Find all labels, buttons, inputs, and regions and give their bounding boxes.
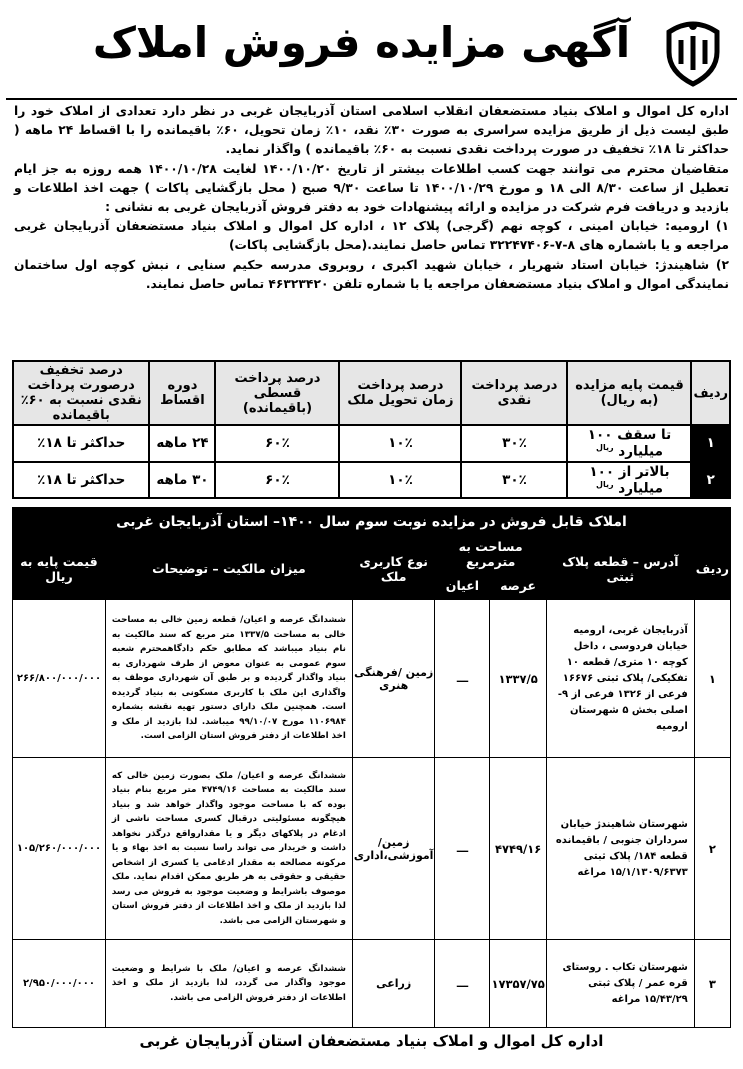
period-cell: ۳۰ ماهه <box>149 462 215 499</box>
table-row <box>13 600 731 758</box>
table-header-row <box>13 361 730 425</box>
properties-table <box>12 537 731 1028</box>
col-ownership-header: میزان مالکیت – توضیحات <box>105 538 352 600</box>
building-area-cell: ـــ <box>435 940 490 1028</box>
col-index-header: ردیف <box>694 538 730 600</box>
installment-percent-cell: ۶۰٪ <box>215 425 339 462</box>
footer-signature: اداره کل اموال و املاک بنیاد مستضعفان استان آذربایجان غربی <box>139 1032 604 1050</box>
delivery-percent-cell: ۱۰٪ <box>339 462 461 499</box>
address-cell: شهرستان شاهیندژ خیابان سرداران جنوبی / باقیمانده قطعه ۱۸۴/ پلاک ثبتی ۱۵/۱/۱۳۰۹/۶۳۷۳ مراغه <box>546 758 694 940</box>
ownership-desc-cell: ششدانگ عرصه و اعیان/ قطعه زمین خالی به مساحت خالی به مساحت ۱۳۳۷/۵ متر مربع که سند مالکیت به نام بنیاد میباشد که مطابق حکم دادگاهمحترم شعبه سوم عمومی به عنوان معوض از طرف شهرداری به بنیاد واگذار گردیده و بر طبق آن شهرداری موظف به واگذاری این ملک با کاربری مسکونی به بنیاد گردیده است. همچنین ملک دارای دستور تهیه نقشه بشماره ۱۱۰۶۹۸۴ مورخ ۹۹/۱۰/۰۷ میباشد. لذا بازدید از ملک و اخذ اطلاعات از دفتر فروش استان الزامی است. <box>105 600 352 758</box>
intro-paragraph: متقاضیان محترم می توانند جهت کسب اطلاعات بیشتر از تاریخ ۱۴۰۰/۱۰/۲۰ لغایت ۱۴۰۰/۱۰/۲۸ همه روزه به جز ایام تعطیل از ساعت ۸/۳۰ الی ۱۸ و مورخ ۱۴۰۰/۱۰/۲۹ تا ساعت ۹/۳۰ صبح ( محل بازگشایی پاکات ) جهت اخذ اطلاعات و بازدید و دریافت فرم شرکت در مزایده و ارائه پیشنهادات خود به دفتر فروش آذربایجان غربی به نشانی : <box>14 161 730 215</box>
intro-paragraph: ۲) شاهیندژ: خیابان استاد شهریار ، خیابان شهید اکبری ، روبروی مدرسه حکیم سنایی ، نبش کوچه اول ساختمان نمایندگی اموال و املاک بنیاد مستضعفان مراجعه یا با شماره تلفن ۴۶۳۲۳۴۲۰ تماس حاصل نمایند. <box>14 257 729 291</box>
col-cash-percent-header: درصد پرداخت نقدی <box>461 361 567 425</box>
ownership-desc-cell: ششدانگ عرصه و اعیان/ ملک بصورت زمین خالی که سند مالکیت به مساحت ۴۷۴۹/۱۶ متر مربع بنام بنیاد بوده که با مساحت موجود واگذار خواهد شد و بنیاد هیچگونه مسئولیتی درقبال کسری مساحت ناشی از ادغام در پلاکهای دیگر و یا مقدارواقع درگذر نخواهد داشت و خریدار می تواند راسا نسبت به اخذ بهاء و یا مرکونه مصالحه به مقدار ادغامی یا کسری از اشخاص حقیقی و حقوقی به هر طریق ممکن اقدام نماید. ملک موصوف باشرایط و وضعیت موجود به فروش می رسد لذا بازدید از ملک و اخذ اطلاعات از دفتر فروش استان و شهرستان الزامی می باشد. <box>105 758 352 940</box>
building-area-cell: ـــ <box>435 600 490 758</box>
base-price-cell <box>567 425 691 462</box>
table-row <box>13 758 731 940</box>
notice-title: آگهی مزایده فروش املاک <box>92 18 631 67</box>
discount-cell: حداکثر تا ۱۸٪ <box>13 425 149 462</box>
table-row <box>13 462 730 499</box>
row-index: ۲ <box>691 462 730 499</box>
table-row <box>13 425 730 462</box>
intro-paragraph: ۱) ارومیه: خیابان امینی ، کوچه نهم (گرجی) پلاک ۱۲ ، اداره کل اموال و املاک بنیاد مستضعفان آذربایجان غربی مراجعه و یا باشماره های ۸-۷-۳۲۲۴۷۴۰۶ تماس حاصل نمایند.(محل بازگشایی پاکات) <box>14 219 729 253</box>
usage-cell: زراعی <box>352 940 435 1028</box>
price-unit: ریال <box>596 479 614 489</box>
land-area-cell: ۱۳۳۷/۵ <box>490 600 546 758</box>
building-area-cell: ـــ <box>435 758 490 940</box>
installment-percent-cell: ۶۰٪ <box>215 462 339 499</box>
col-building-area-header: اعیان <box>435 571 490 600</box>
price-text: تا سقف ۱۰۰ میلیارد <box>587 427 672 460</box>
col-installment-percent-header: درصد پرداخت قسطی (باقیمانده) <box>215 361 339 425</box>
col-delivery-percent-header: درصد پرداخت زمان تحویل ملک <box>339 361 461 425</box>
delivery-percent-cell: ۱۰٪ <box>339 425 461 462</box>
ownership-desc-cell: ششدانگ عرصه و اعیان/ ملک با شرایط و وضعیت موجود واگذار می گردد، لذا بازدید از ملک و اخذ اطلاعات از دفتر فروش الزامی می باشد. <box>105 940 352 1028</box>
row-index: ۳ <box>694 940 730 1028</box>
col-period-header: دوره اقساط <box>149 361 215 425</box>
base-price-cell: ۲۶۶/۸۰۰/۰۰۰/۰۰۰ <box>13 600 106 758</box>
row-index: ۲ <box>694 758 730 940</box>
col-address-header: آدرس – قطعه پلاک ثبتی <box>546 538 694 600</box>
properties-banner: املاک قابل فروش در مزایده نوبت سوم سال ۱۴۰۰– استان آذربایجان غربی <box>12 507 731 537</box>
base-price-cell: ۱۰۵/۲۶۰/۰۰۰/۰۰۰ <box>13 758 106 940</box>
row-index: ۱ <box>694 600 730 758</box>
row-index: ۱ <box>691 425 730 462</box>
price-unit: ریال <box>596 443 614 452</box>
usage-cell: زمین/ آموزشی،اداری <box>352 758 435 940</box>
payment-terms-table <box>12 360 731 499</box>
col-area-header: مساحت به مترمربع <box>435 538 546 571</box>
cash-percent-cell: ۳۰٪ <box>461 425 567 462</box>
bonyad-logo-icon <box>657 12 729 90</box>
col-index-header: ردیف <box>691 361 730 425</box>
address-cell: آذربایجان غربی، ارومیه خیابان فردوسی ، داخل کوچه ۱۰ متری/ قطعه ۱۰ تفکیکی/ پلاک ثبتی ۱۶۶۷۶ فرعی از ۱۳۲۶ فرعی از ۹- اصلی بخش ۵ شهرستان ارومیه <box>546 600 694 758</box>
col-usage-header: نوع کاربری ملک <box>352 538 435 600</box>
intro-paragraph: اداره کل اموال و املاک بنیاد مستضعفان انقلاب اسلامی استان آذربایجان غربی در نظر دارد تعدادی از املاک خود را طبق لیست ذیل از طریق مزایده سراسری به صورت ۳۰٪ نقد، ۱۰٪ زمان تحویل، ۶۰٪ باقیمانده را با اقساط ۲۴ ماهه ( حداکثر تا ۱۸٪ تخفیف در صورت پرداخت نقدی نسبت به ۶۰٪ باقیمانده ) واگذار نماید. <box>14 104 730 157</box>
notice-header <box>6 6 737 100</box>
col-discount-header: درصد تخفیف درصورت پرداخت نقدی نسبت به ۶۰٪ باقیمانده <box>13 361 149 425</box>
usage-cell: زمین /فرهنگی هنری <box>352 600 435 758</box>
base-price-cell <box>567 462 691 499</box>
period-cell: ۲۴ ماهه <box>149 425 215 462</box>
land-area-cell: ۱۷۳۵۷/۷۵ <box>490 940 546 1028</box>
intro-text <box>14 102 729 294</box>
discount-cell: حداکثر تا ۱۸٪ <box>13 462 149 499</box>
base-price-cell: ۲/۹۵۰/۰۰۰/۰۰۰ <box>13 940 106 1028</box>
col-price-header: قیمت پایه به ریال <box>13 538 106 600</box>
price-text: بالاتر از ۱۰۰ میلیارد <box>589 463 670 496</box>
address-cell: شهرستان تکاب . روستای قره عمر / پلاک ثبتی ۱۵/۴۳/۲۹ مراغه <box>546 940 694 1028</box>
col-land-area-header: عرصه <box>490 571 546 600</box>
land-area-cell: ۴۷۴۹/۱۶ <box>490 758 546 940</box>
cash-percent-cell: ۳۰٪ <box>461 462 567 499</box>
table-header-row <box>13 538 731 571</box>
col-base-price-header: قیمت پایه مزایده (به ریال) <box>567 361 691 425</box>
table-row <box>13 940 731 1028</box>
